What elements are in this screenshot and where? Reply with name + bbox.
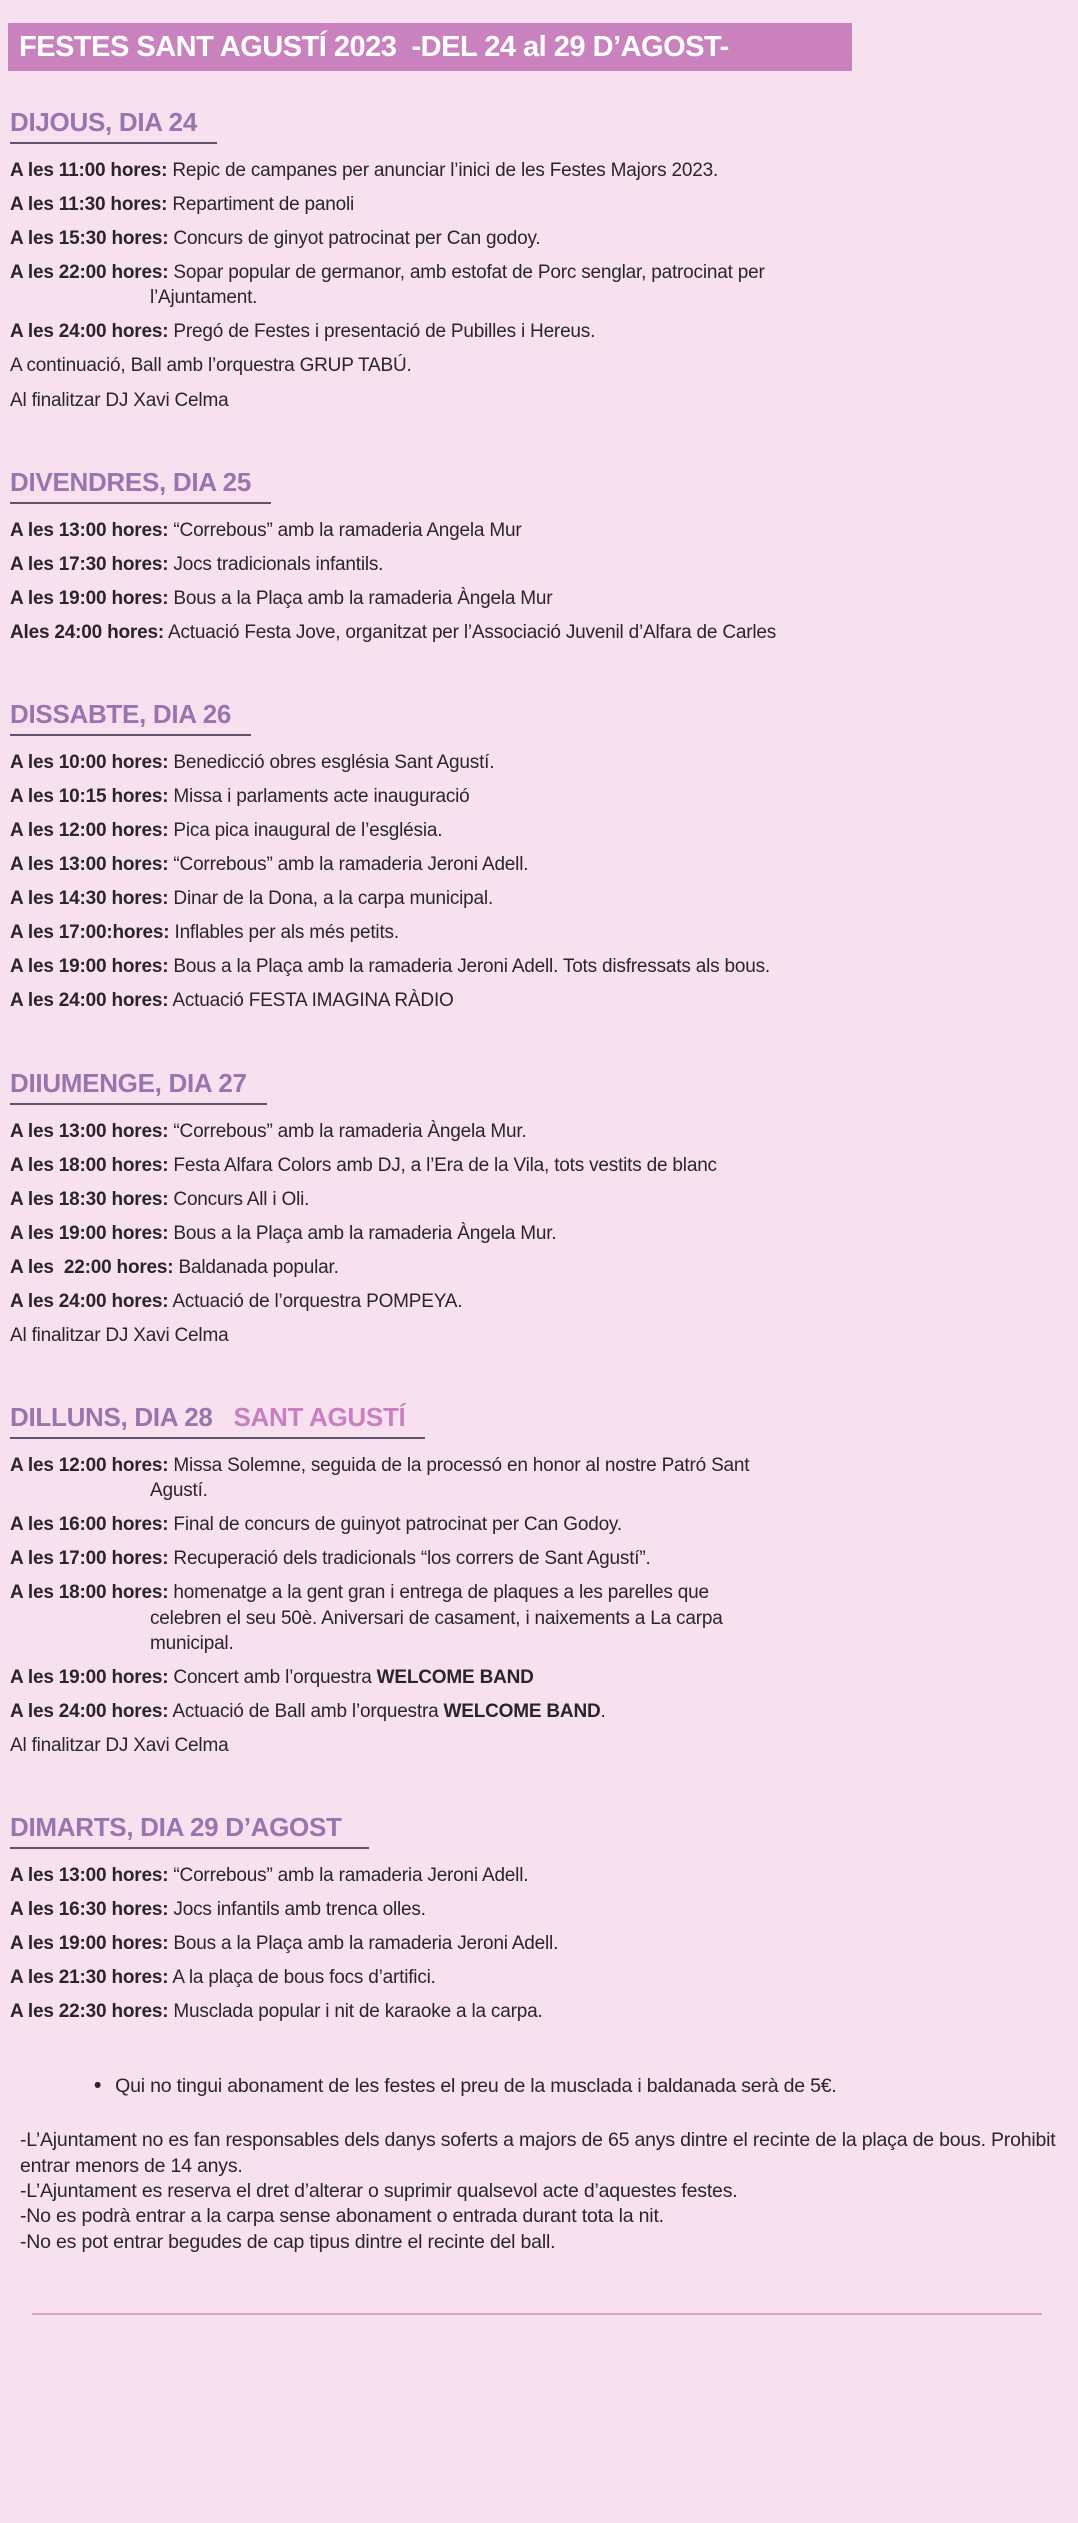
event-time: A les 18:30 hores: — [10, 1188, 169, 1210]
event-line — [10, 586, 1062, 611]
event-text: Actuació Festa Jove, organitzat per l’Associació Juvenil d’Alfara de Carles — [167, 621, 777, 643]
event-text: Actuació de l’orquestra POMPEYA. — [172, 1290, 463, 1312]
event-line — [10, 226, 1062, 251]
event-text: . — [600, 1700, 606, 1722]
page-title: FESTES SANT AGUSTÍ 2023 -DEL 24 al 29 D’AGOST- — [19, 30, 729, 63]
event-text: “Correbous” amb la ramaderia Àngela Mur. — [173, 1120, 527, 1142]
event-text: Al finalitzar DJ Xavi Celma — [10, 1325, 229, 1347]
event-line — [10, 353, 1062, 378]
event-time: A les 24:00 hores: — [10, 321, 169, 343]
event-line — [10, 750, 1062, 775]
event-time: A les 17:00:hores: — [10, 922, 170, 944]
event-line — [10, 1255, 1062, 1280]
program-content — [0, 107, 1078, 2315]
event-text: Bous a la Plaça amb la ramaderia Jeroni Adell. Tots disfressats als bous. — [173, 956, 770, 978]
event-text: l’Ajuntament. — [150, 287, 258, 309]
event-line — [10, 1999, 1062, 2024]
day-title-text: DIJOUS, DIA 24 — [10, 107, 198, 137]
event-text: A continuació, Ball amb l’orquestra GRUP TABÚ. — [10, 355, 412, 377]
title-bar — [8, 23, 852, 71]
event-time: A les 10:00 hores: — [10, 751, 169, 773]
price-note — [94, 2074, 1062, 2098]
event-line — [10, 988, 1062, 1013]
event-text: Concurs de ginyot patrocinat per Can godoy. — [173, 228, 541, 250]
day-title-text: DIIUMENGE, DIA 27 — [10, 1067, 247, 1098]
event-text: Actuació FESTA IMAGINA RÀDIO — [172, 990, 454, 1012]
event-text: homenatge a la gent gran i entrega de plaques a les parelles que — [173, 1582, 709, 1604]
event-line — [10, 954, 1062, 979]
day-title-text: DILLUNS, DIA 28 — [10, 1402, 220, 1433]
event-text: “Correbous” amb la ramaderia Jeroni Adell. — [173, 1864, 529, 1886]
event-time: A les 13:00 hores: — [10, 1864, 169, 1886]
disclaimers — [20, 2128, 1056, 2255]
event-line — [10, 1931, 1062, 1956]
event-line — [10, 1546, 1062, 1571]
event-line — [10, 1897, 1062, 1922]
day-section — [10, 107, 1062, 413]
event-text: Festa Alfara Colors amb DJ, a l’Era de la Vila, tots vestits de blanc — [173, 1154, 717, 1176]
day-title-text: DIMARTS, DIA 29 D’AGOST — [10, 1811, 349, 1842]
event-time: A les 13:00 hores: — [10, 854, 169, 876]
event-text: “Correbous” amb la ramaderia Angela Mur — [173, 519, 522, 541]
event-text-bold: WELCOME BAND — [376, 1666, 534, 1688]
event-text: celebren el seu 50è. Aniversari de casament, i naixements a La carpa — [150, 1607, 723, 1629]
bullet-icon: • — [94, 2074, 102, 2098]
disclaimer-line: -L’Ajuntament no es fan responsables dels danys soferts a majors de 65 anys dintre el recinte de la plaça de bous. Prohibit entrar menors de 14 anys. — [20, 2129, 1056, 2177]
event-line — [10, 388, 1062, 413]
disclaimer-line: -No es pot entrar begudes de cap tipus dintre el recinte del ball. — [20, 2230, 556, 2253]
event-time: A les 17:30 hores: — [10, 553, 169, 575]
day-title — [10, 699, 251, 736]
event-time: A les 15:30 hores: — [10, 228, 169, 250]
event-text: Repartiment de panoli — [172, 194, 355, 216]
event-time: A les 13:00 hores: — [10, 519, 169, 541]
event-line — [10, 1580, 1062, 1655]
event-time: A les 22:00 hores: — [10, 1256, 174, 1278]
event-time: A les 16:30 hores: — [10, 1898, 169, 1920]
event-text: Bous a la Plaça amb la ramaderia Jeroni Adell. — [173, 1933, 559, 1955]
day-sections — [10, 107, 1062, 2024]
day-title — [10, 107, 217, 144]
day-section — [10, 1812, 1062, 2024]
event-time: A les 12:00 hores: — [10, 820, 169, 842]
event-line — [10, 1323, 1062, 1348]
event-text: Al finalitzar DJ Xavi Celma — [10, 1734, 229, 1756]
day-title — [10, 1402, 425, 1439]
event-line — [10, 620, 1062, 645]
event-line — [10, 1733, 1062, 1758]
day-title — [10, 1068, 267, 1105]
event-time: A les 19:00 hores: — [10, 1222, 169, 1244]
event-line — [10, 1699, 1062, 1724]
event-time: A les 11:30 hores: — [10, 194, 168, 216]
event-time: A les 19:00 hores: — [10, 1933, 169, 1955]
event-line — [10, 852, 1062, 877]
day-title-accent: SANT AGUSTÍ — [233, 1402, 406, 1433]
event-time: A les 22:00 hores: — [10, 262, 169, 284]
event-time: A les 19:00 hores: — [10, 1666, 169, 1688]
event-text: A la plaça de bous focs d’artifici. — [172, 1967, 436, 1989]
event-text: Bous a la Plaça amb la ramaderia Àngela Mur. — [173, 1222, 557, 1244]
price-note-text: Qui no tingui abonament de les festes el preu de la musclada i baldanada serà de 5€. — [115, 2075, 837, 2098]
event-text: Actuació de Ball amb l’orquestra — [172, 1700, 444, 1722]
event-time: A les 16:00 hores: — [10, 1514, 169, 1536]
event-text: Dinar de la Dona, a la carpa municipal. — [173, 888, 494, 910]
event-line — [10, 920, 1062, 945]
event-line — [10, 1187, 1062, 1212]
event-time: A les 19:00 hores: — [10, 956, 169, 978]
event-text: Concert amb l’orquestra — [173, 1666, 377, 1688]
bottom-separator-line — [32, 2313, 1042, 2315]
day-section — [10, 699, 1062, 1014]
event-text: Repic de campanes per anunciar l’inici de les Festes Majors 2023. — [172, 160, 719, 181]
event-text: Jocs tradicionals infantils. — [173, 553, 384, 575]
event-text: Jocs infantils amb trenca olles. — [173, 1898, 426, 1920]
event-text: Agustí. — [150, 1480, 208, 1502]
day-section — [10, 1068, 1062, 1349]
event-line — [10, 158, 1062, 183]
day-title-text: DIVENDRES, DIA 25 — [10, 466, 251, 497]
event-time: A les 11:00 hores: — [10, 160, 168, 181]
event-text: Pregó de Festes i presentació de Pubilles i Hereus. — [173, 321, 596, 343]
event-line — [10, 818, 1062, 843]
event-text: Pica pica inaugural de l’església. — [173, 820, 443, 842]
event-time: A les 12:00 hores: — [10, 1455, 169, 1477]
event-line — [10, 1863, 1062, 1888]
event-text: Benedicció obres església Sant Agustí. — [173, 751, 495, 773]
day-title — [10, 1812, 369, 1849]
day-section — [10, 467, 1062, 645]
event-text-bold: WELCOME BAND — [443, 1700, 601, 1722]
event-time: A les 22:30 hores: — [10, 2001, 169, 2023]
event-line — [10, 1153, 1062, 1178]
event-time: A les 24:00 hores: — [10, 990, 169, 1012]
event-line — [10, 784, 1062, 809]
event-time: A les 21:30 hores: — [10, 1967, 169, 1989]
day-title-text: DISSABTE, DIA 26 — [10, 698, 232, 729]
event-line — [10, 1453, 1062, 1503]
event-time: A les 24:00 hores: — [10, 1700, 169, 1722]
event-line — [10, 1221, 1062, 1246]
event-line — [10, 1665, 1062, 1690]
event-text: municipal. — [150, 1632, 234, 1654]
event-line — [10, 319, 1062, 344]
event-text: Al finalitzar DJ Xavi Celma — [10, 389, 229, 411]
disclaimer-line: -No es podrà entrar a la carpa sense abonament o entrada durant tota la nit. — [20, 2205, 664, 2228]
event-line — [10, 552, 1062, 577]
day-section — [10, 1402, 1062, 1758]
event-line — [10, 1119, 1062, 1144]
event-text: Final de concurs de guinyot patrocinat per Can Godoy. — [173, 1514, 622, 1536]
event-line — [10, 1289, 1062, 1314]
event-text: Sopar popular de germanor, amb estofat de Porc senglar, patrocinat per — [173, 262, 765, 284]
event-text: Missa Solemne, seguida de la processó en honor al nostre Patró Sant — [173, 1455, 750, 1477]
event-time: A les 10:15 hores: — [10, 786, 169, 808]
day-title — [10, 467, 271, 504]
event-time: A les 18:00 hores: — [10, 1582, 169, 1604]
event-text: Inflables per als més petits. — [174, 922, 399, 944]
event-line — [10, 886, 1062, 911]
event-line — [10, 1512, 1062, 1537]
event-text: “Correbous” amb la ramaderia Jeroni Adell. — [173, 854, 529, 876]
event-line — [10, 518, 1062, 543]
event-text: Concurs All i Oli. — [173, 1188, 310, 1210]
event-line — [10, 192, 1062, 217]
event-text: Baldanada popular. — [178, 1256, 339, 1278]
event-time: A les 13:00 hores: — [10, 1120, 169, 1142]
event-text: Missa i parlaments acte inauguració — [173, 786, 470, 808]
event-time: A les 17:00 hores: — [10, 1548, 169, 1570]
disclaimer-line: -L’Ajuntament es reserva el dret d’alterar o suprimir qualsevol acte d’aquestes festes. — [20, 2179, 738, 2202]
event-time: A les 14:30 hores: — [10, 888, 169, 910]
event-time: Ales 24:00 hores: — [10, 621, 164, 643]
event-text: Musclada popular i nit de karaoke a la carpa. — [173, 2001, 543, 2023]
event-time: A les 19:00 hores: — [10, 587, 169, 609]
event-time: A les 24:00 hores: — [10, 1290, 169, 1312]
event-line — [10, 260, 1062, 310]
event-text: Bous a la Plaça amb la ramaderia Àngela Mur — [173, 587, 553, 609]
event-text: Recuperació dels tradicionals “los corrers de Sant Agustí”. — [173, 1548, 651, 1570]
event-time: A les 18:00 hores: — [10, 1154, 169, 1176]
event-line — [10, 1965, 1062, 1990]
